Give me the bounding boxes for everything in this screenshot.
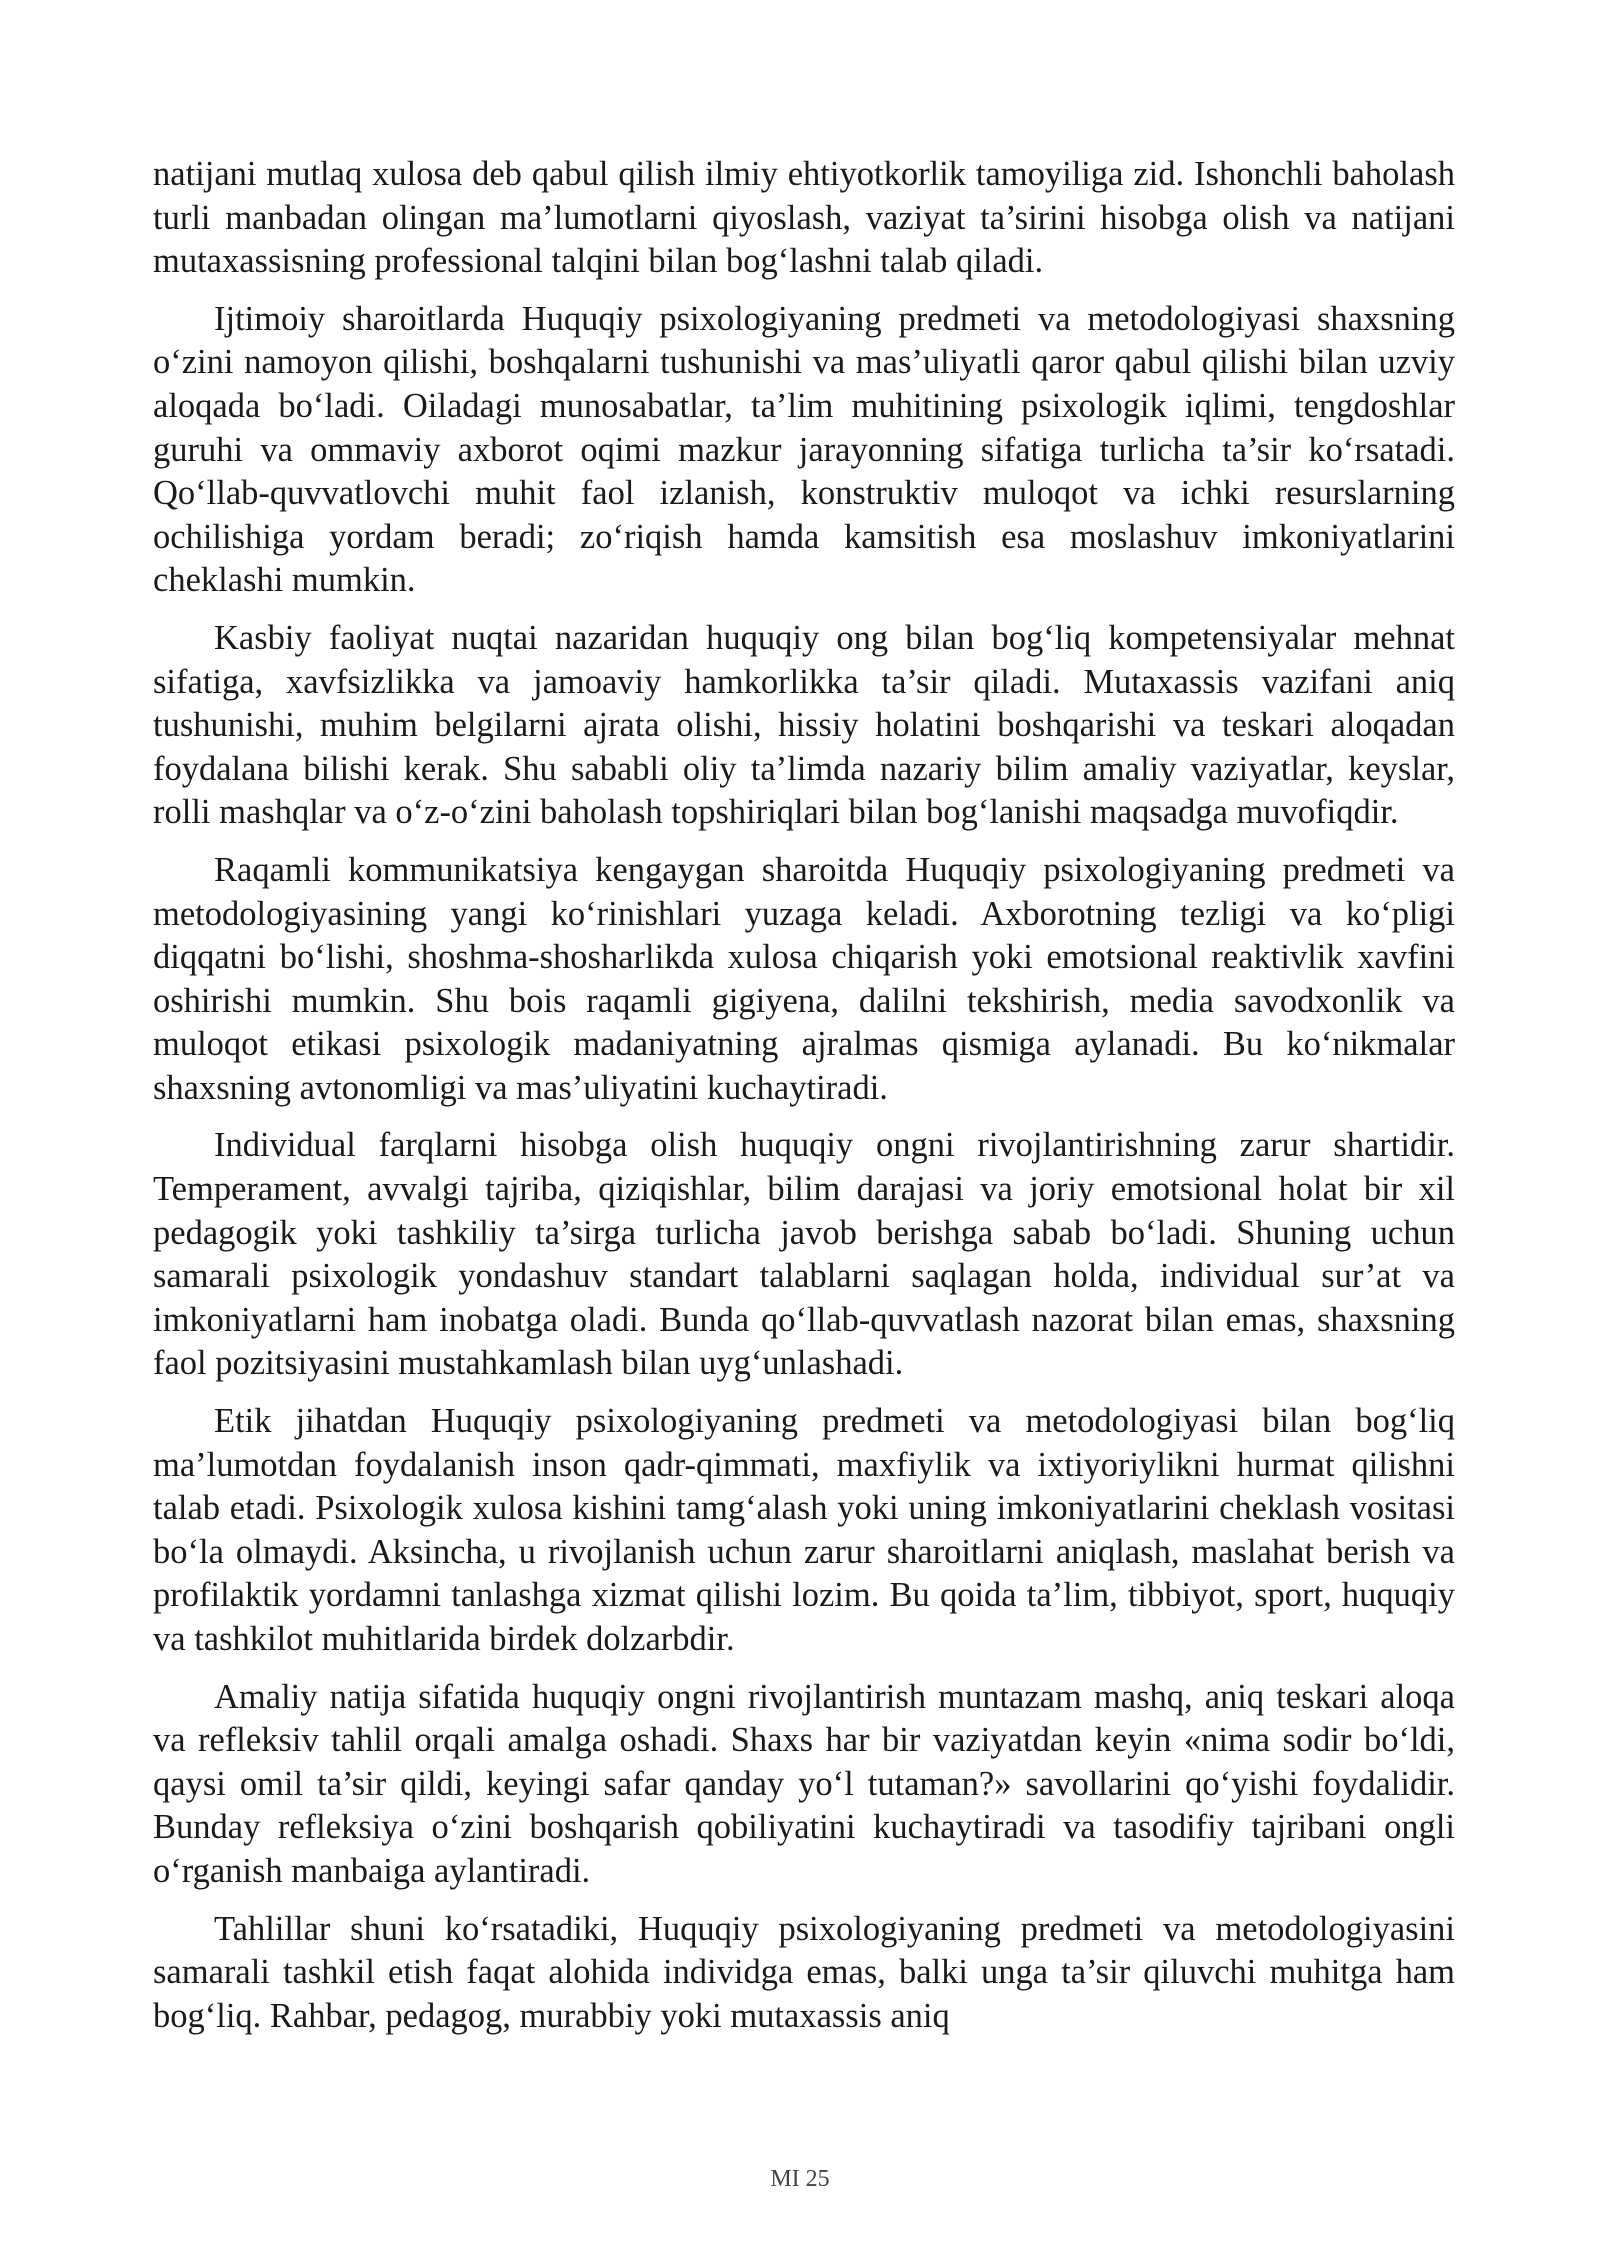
paragraph-2: Ijtimoiy sharoitlarda Huquqiy psixologiyaning predmeti va metodologiyasi shaxsning o‘zini namoyon qilishi, boshqalarni tushunishi va mas’uliyatli qaror qabul qilishi bilan uzviy aloqada bo‘ladi. Oiladagi munosabatlar, ta’lim muhitining psixologik iqlimi, tengdoshlar guruhi va ommaviy axborot oqimi mazkur jarayonning sifatiga turlicha ta’sir ko‘rsatadi. Qo‘llab-quvvatlovchi muhit faol izlanish, konstruktiv muloqot va ichki resurslarning ochilishiga yordam beradi; zo‘riqish hamda kamsitish esa moslashuv imkoniyatlarini cheklashi mumkin.	[153, 299, 1455, 600]
paragraph-4: Raqamli kommunikatsiya kengaygan sharoitda Huquqiy psixologiyaning predmeti va metodologiyasining yangi ko‘rinishlari yuzaga keladi. Axborotning tezligi va ko‘pligi diqqatni bo‘lishi, shoshma-shosharlikda xulosa chiqarish yoki emotsional reaktivlik xavfini oshirishi mumkin. Shu bois raqamli gigiyena, dalilni tekshirish, media savodxonlik va muloqot etikasi psixologik madaniyatning ajralmas qismiga aylanadi. Bu ko‘nikmalar shaxsning avtonomligi va mas’uliyatini kuchaytiradi.	[153, 850, 1455, 1107]
page-number: MI 25	[770, 2166, 830, 2192]
paragraph-8: Tahlillar shuni ko‘rsatadiki, Huquqiy psixologiyaning predmeti va metodologiyasini samarali tashkil etish faqat alohida individga emas, balki unga ta’sir qiluvchi muhitga ham bog‘liq. Rahbar, pedagog, murabbiy yoki mutaxassis aniq	[153, 1909, 1455, 2035]
paragraph-3: Kasbiy faoliyat nuqtai nazaridan huquqiy ong bilan bog‘liq kompetensiyalar mehnat sifatiga, xavfsizlikka va jamoaviy hamkorlikka ta’sir qiladi. Mutaxassis vazifani aniq tushunishi, muhim belgilarni ajrata olishi, hissiy holatini boshqarishi va teskari aloqadan foydalana bilishi kerak. Shu sababli oliy ta’limda nazariy bilim amaliy vaziyatlar, keyslar, rolli mashqlar va o‘z-o‘zini baholash topshiriqlari bilan bog‘lanishi maqsadga muvofiqdir.	[153, 618, 1455, 832]
paragraph-5: Individual farqlarni hisobga olish huquqiy ongni rivojlantirishning zarur shartidir. Temperament, avvalgi tajriba, qiziqishlar, bilim darajasi va joriy emotsional holat bir xil pedagogik yoki tashkiliy ta’sirga turlicha javob berishga sabab bo‘ladi. Shuning uchun samarali psixologik yondashuv standart talablarni saqlagan holda, individual sur’at va imkoniyatlarni ham inobatga oladi. Bunda qo‘llab-quvvatlash nazorat bilan emas, shaxsning faol pozitsiyasini mustahkamlash bilan uyg‘unlashadi.	[153, 1126, 1455, 1383]
paragraph-1: natijani mutlaq xulosa deb qabul qilish ilmiy ehtiyotkorlik tamoyiliga zid. Ishonchli baholash turli manbadan olingan ma’lumotlarni qiyoslash, vaziyat ta’sirini hisobga olish va natijani mutaxassisning professional talqini bilan bog‘lashni talab qiladi.	[153, 155, 1455, 281]
paragraph-6: Etik jihatdan Huquqiy psixologiyaning predmeti va metodologiyasi bilan bog‘liq ma’lumotdan foydalanish inson qadr-qimmati, maxfiylik va ixtiyoriylikni hurmat qilishni talab etadi. Psixologik xulosa kishini tamg‘alash yoki uning imkoniyatlarini cheklash vositasi bo‘la olmaydi. Aksincha, u rivojlanish uchun zarur sharoitlarni aniqlash, maslahat berish va profilaktik yordamni tanlashga xizmat qilishi lozim. Bu qoida ta’lim, tibbiyot, sport, huquqiy va tashkilot muhitlarida birdek dolzarbdir.	[153, 1402, 1455, 1658]
page-body	[153, 153, 1455, 2052]
paragraph-7: Amaliy natija sifatida huquqiy ongni rivojlantirish muntazam mashq, aniq teskari aloqa va refleksiv tahlil orqali amalga oshadi. Shaxs har bir vaziyatdan keyin «nima sodir bo‘ldi, qaysi omil ta’sir qildi, keyingi safar qanday yo‘l tutaman?» savollarini qo‘yishi foydalidir. Bunday refleksiya o‘zini boshqarish qobiliyatini kuchaytiradi va tasodifiy tajribani ongli o‘rganish manbaiga aylantiradi.	[153, 1677, 1455, 1890]
